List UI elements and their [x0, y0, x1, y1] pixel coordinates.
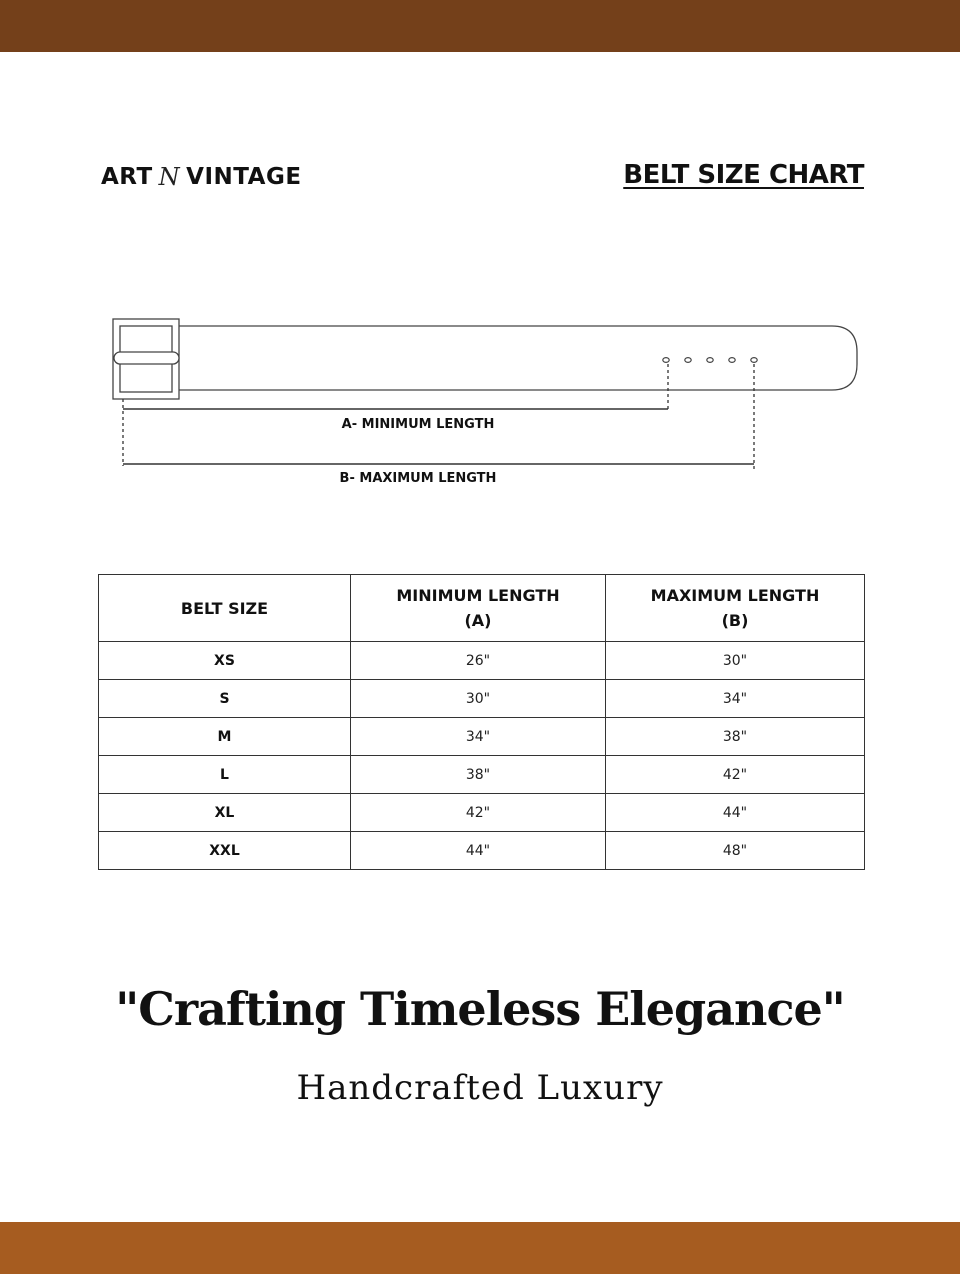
cell-size: S: [99, 680, 351, 718]
cell-size: XXL: [99, 832, 351, 870]
header-minimum-length: [351, 575, 606, 642]
label-minimum-length: A- MINIMUM LENGTH: [341, 417, 495, 432]
header-maximum-length: [606, 575, 865, 642]
header-max-line1: MAXIMUM LENGTH: [650, 586, 820, 605]
header-min-line1: MINIMUM LENGTH: [396, 586, 560, 605]
page-title: BELT SIZE CHART: [623, 160, 864, 190]
cell-min-length: 30": [351, 680, 606, 718]
cell-size: M: [99, 718, 351, 756]
belt-holes: [663, 358, 757, 363]
size-table: [98, 574, 865, 870]
header-belt-size: BELT SIZE: [99, 575, 351, 642]
cell-min-length: 38": [351, 756, 606, 794]
belt-hole: [663, 358, 669, 363]
belt-hole: [729, 358, 735, 363]
header-max-line2: (B): [721, 611, 749, 630]
table-row: [99, 794, 865, 832]
cell-max-length: 30": [606, 642, 865, 680]
table-row: [99, 718, 865, 756]
subtitle: Handcrafted Luxury: [296, 1068, 664, 1108]
table-row: [99, 756, 865, 794]
top-color-band: [0, 0, 960, 52]
cell-min-length: 34": [351, 718, 606, 756]
brand-word-vintage: VINTAGE: [186, 164, 302, 190]
cell-max-length: 48": [606, 832, 865, 870]
belt-hole: [707, 358, 713, 363]
cell-size: XS: [99, 642, 351, 680]
belt-buckle-icon: [113, 319, 179, 399]
table-row: [99, 680, 865, 718]
tagline: "Crafting Timeless Elegance": [115, 982, 845, 1036]
header-min-line2: (A): [464, 611, 492, 630]
cell-max-length: 34": [606, 680, 865, 718]
cell-size: XL: [99, 794, 351, 832]
cell-max-length: 42": [606, 756, 865, 794]
bottom-color-band: [0, 1222, 960, 1274]
belt-diagram: [0, 300, 960, 500]
table-row: [99, 832, 865, 870]
table-row: [99, 642, 865, 680]
belt-hole: [685, 358, 691, 363]
brand-script-n: N: [158, 163, 181, 191]
label-maximum-length: B- MAXIMUM LENGTH: [339, 471, 497, 486]
cell-size: L: [99, 756, 351, 794]
brand-word-art: ART: [101, 164, 153, 190]
cell-max-length: 44": [606, 794, 865, 832]
cell-min-length: 44": [351, 832, 606, 870]
brand-logo: [101, 162, 302, 192]
table-header-row: [99, 575, 865, 642]
cell-min-length: 42": [351, 794, 606, 832]
belt-hole: [751, 358, 757, 363]
cell-max-length: 38": [606, 718, 865, 756]
cell-min-length: 26": [351, 642, 606, 680]
